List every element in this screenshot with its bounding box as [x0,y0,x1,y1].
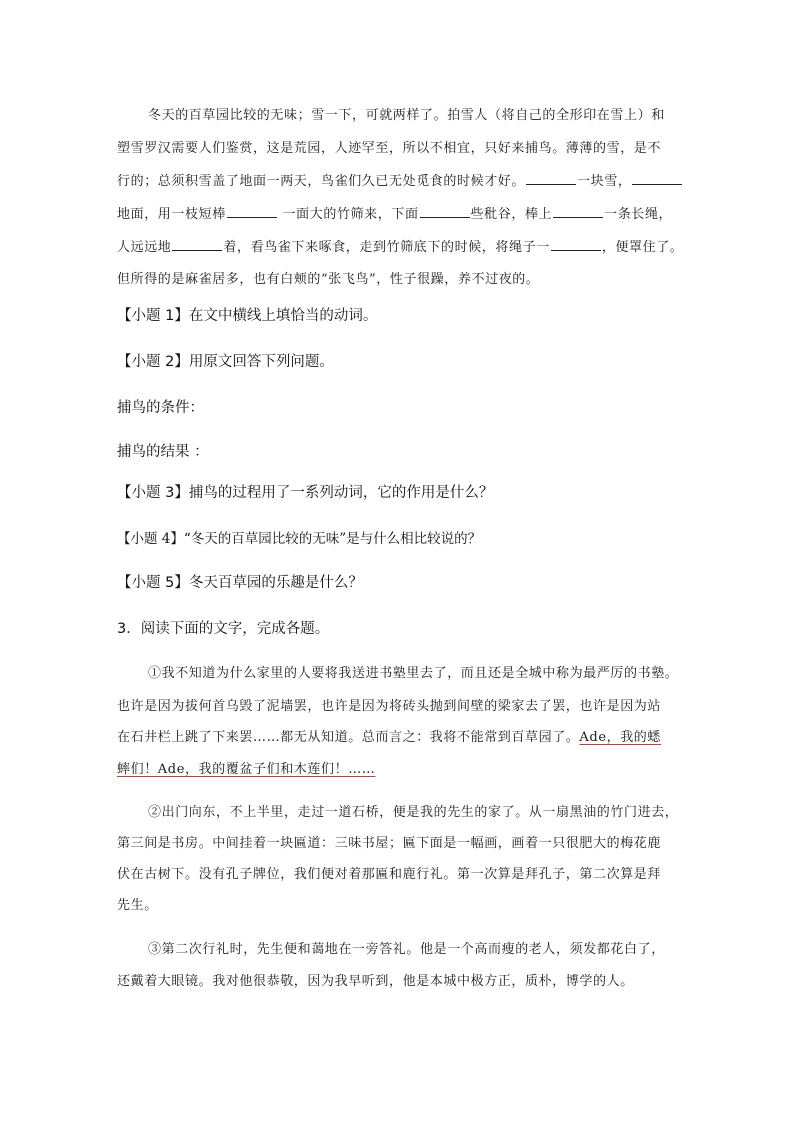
question-1: 【小题 1】在文中横线上填恰当的动词。 [117,308,378,324]
passage2-p1-line-1: ①我不知道为什么家里的人要将我送进书塾里去了，而且还是全城中称为最严厉的书塾。 [148,666,679,681]
passage2-p1-line-3: 在石井栏上跳了下来罢……都无从知道。总而言之：我将不能常到百草园了。Ade，我的蟋 [117,730,662,745]
fill-blank[interactable] [172,239,222,251]
fill-blank[interactable] [526,173,576,185]
section-3-heading: 3．阅读下面的文字，完成各题。 [117,621,330,637]
passage1-line-4: 地面，用一枝短棒 一面大的竹筛来，下面 些秕谷，棒上 一条长绳， [117,207,673,222]
fill-blank[interactable] [420,206,470,218]
passage1-line-3: 行的；总须积雪盖了地面一两天，鸟雀们久已无处觅食的时候才好。 一块雪， [117,170,683,189]
passage2-p2-line-4: 先生。 [117,898,158,913]
question-2: 【小题 2】用原文回答下列问题。 [117,354,334,370]
passage2-p1-line-2: 也许是因为拔何首乌毁了泥墙罢，也许是因为将砖头抛到间壁的梁家去了罢，也许是因为站 [117,699,662,714]
passage2-p3-line-2: 还戴着大眼镜。我对他很恭敬，因为我早听到，他是本城中极方正，质朴，博学的人。 [117,974,634,989]
passage1-line-6: 但所得的是麻雀居多，也有白颊的“张飞鸟”，性子很躁，养不过夜的。 [117,272,540,287]
fill-blank[interactable] [227,206,277,218]
passage1-line-5: 人远远地 着，看鸟雀下来啄食，走到竹筛底下的时候，将绳子一 ，便罩住了。 [117,240,684,255]
underlined-text: Ade，我的蟋 [579,730,662,745]
passage1-line-2: 塑雪罗汉需要人们鉴赏，这是荒园，人迹罕至，所以不相宜，只好来捕鸟。薄薄的雪，是不 [117,141,662,156]
capture-condition-label: 捕鸟的条件： [117,400,204,416]
passage2-p3-line-1: ③第二次行礼时，先生便和蔼地在一旁答礼。他是一个高而瘦的老人，须发都花白了， [148,942,665,957]
fill-blank[interactable] [632,173,682,185]
question-4: 【小题 4】“冬天的百草园比较的无味”是与什么相比较说的？ [117,531,482,547]
passage2-p2-line-3: 伏在古树下。没有孔子牌位，我们便对着那匾和鹿行礼。第一次算是拜孔子，第二次算是拜 [117,867,662,882]
question-5: 【小题 5】冬天百草园的乐趣是什么？ [117,575,363,591]
underlined-text: 蟀们！Ade，我的覆盆子们和木莲们！…… [117,762,376,777]
passage2-p1-line-4 [117,758,375,777]
fill-blank[interactable] [553,206,603,218]
passage1-line-1: 冬天的百草园比较的无味；雪一下，可就两样了。拍雪人（将自己的全形印在雪上）和 [148,108,665,123]
passage2-p2-line-2: 第三间是书房。中间挂着一块匾道：三味书屋；匾下面是一幅画，画着一只很肥大的梅花鹿 [117,836,662,851]
capture-result-label: 捕鸟的结果 ： [117,444,209,460]
fill-blank[interactable] [551,239,601,251]
question-3: 【小题 3】捕鸟的过程用了一系列动词，它的作用是什么？ [117,485,494,501]
passage2-p2-line-1: ②出门向东，不上半里，走过一道石桥，便是我的先生的家了。从一扇黑油的竹门进去， [148,805,679,820]
